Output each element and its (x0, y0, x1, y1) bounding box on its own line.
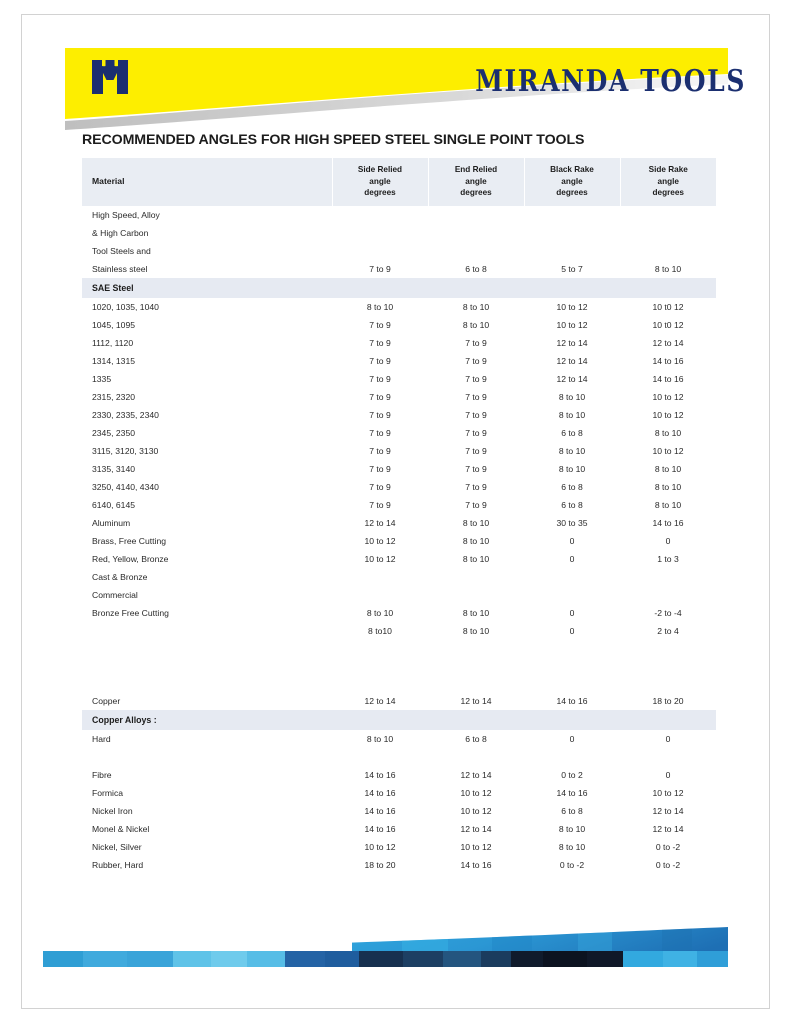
material-cell: 3250, 4140, 4340 (92, 481, 159, 492)
side-relief-cell: 7 to 9 (369, 391, 391, 402)
table-row (82, 334, 716, 352)
table-row (82, 640, 716, 666)
column-header-line1: Black Rake (550, 165, 594, 174)
table-row (82, 406, 716, 424)
side-relief-cell: 7 to 9 (369, 463, 391, 474)
side-rake-cell: 14 to 16 (652, 517, 684, 528)
end-relief-cell: 12 to 14 (460, 823, 492, 834)
material-cell: Fibre (92, 769, 112, 780)
column-header-side-relief (332, 158, 428, 206)
end-relief-cell: 7 to 9 (465, 445, 487, 456)
end-relief-cell: 7 to 9 (465, 463, 487, 474)
side-relief-cell (332, 666, 428, 692)
side-relief-cell (332, 748, 428, 766)
material-cell: 2315, 2320 (92, 391, 136, 402)
side-rake-cell: 0 (665, 733, 671, 744)
end-relief-cell: 7 to 9 (465, 355, 487, 366)
section-label: SAE Steel (82, 278, 332, 298)
table-row (82, 496, 716, 514)
material-cell: 3135, 3140 (92, 463, 136, 474)
material-cell: Brass, Free Cutting (92, 535, 167, 546)
black-rake-cell: 0 (569, 607, 575, 618)
table-row (82, 550, 716, 568)
material-cell: Stainless steel (92, 263, 148, 274)
table-header (82, 158, 716, 206)
end-relief-cell: 14 to 16 (460, 859, 492, 870)
black-rake-cell: 8 to 10 (558, 841, 586, 852)
black-rake-cell: 0 to -2 (559, 859, 585, 870)
table-row (82, 802, 716, 820)
side-rake-cell (620, 278, 716, 298)
column-header-line1: End Relied (454, 165, 498, 174)
side-relief-cell: 14 to 16 (364, 805, 396, 816)
footer-swoosh-shape (22, 921, 770, 973)
material-cell: Nickel, Silver (92, 841, 142, 852)
end-relief-cell (428, 242, 524, 260)
black-rake-cell (524, 568, 620, 586)
end-relief-cell: 8 to 10 (462, 535, 490, 546)
page-number: 13 (735, 955, 748, 967)
side-relief-cell (332, 586, 428, 604)
table-row (82, 532, 716, 550)
side-relief-cell: 7 to 9 (369, 445, 391, 456)
black-rake-cell: 6 to 8 (561, 805, 583, 816)
end-relief-cell: 8 to 10 (462, 517, 490, 528)
side-rake-cell (620, 710, 716, 730)
end-relief-cell: 7 to 9 (465, 427, 487, 438)
table-row (82, 298, 716, 316)
material-cell: 1335 (92, 373, 112, 384)
document-page (21, 14, 770, 1009)
column-header-line2: angle (657, 176, 679, 186)
black-rake-cell: 0 to 2 (561, 769, 583, 780)
table-row (82, 388, 716, 406)
side-relief-cell: 10 to 12 (364, 553, 396, 564)
header-banner (22, 48, 770, 130)
end-relief-cell: 7 to 9 (465, 373, 487, 384)
black-rake-cell (524, 640, 620, 666)
black-rake-cell: 8 to 10 (558, 445, 586, 456)
black-rake-cell: 5 to 7 (561, 263, 583, 274)
table-row (82, 748, 716, 766)
side-rake-cell (620, 224, 716, 242)
material-cell: Hard (92, 733, 111, 744)
side-rake-cell (620, 640, 716, 666)
table-row (82, 442, 716, 460)
end-relief-cell (428, 748, 524, 766)
end-relief-cell: 8 to 10 (462, 301, 490, 312)
end-relief-cell: 8 to 10 (462, 607, 490, 618)
side-rake-cell (620, 206, 716, 224)
table-row (82, 838, 716, 856)
material-cell: 3115, 3120, 3130 (92, 445, 159, 456)
black-rake-cell (524, 710, 620, 730)
side-rake-cell: 8 to 10 (654, 427, 682, 438)
material-cell: Monel & Nickel (92, 823, 150, 834)
angles-table-container (82, 158, 716, 874)
end-relief-cell (428, 278, 524, 298)
black-rake-cell: 14 to 16 (556, 787, 588, 798)
black-rake-cell: 8 to 10 (558, 463, 586, 474)
side-relief-cell: 7 to 9 (369, 427, 391, 438)
black-rake-cell: 6 to 8 (561, 427, 583, 438)
end-relief-cell: 10 to 12 (460, 841, 492, 852)
end-relief-cell: 8 to 10 (462, 553, 490, 564)
side-relief-cell: 8 to 10 (366, 301, 394, 312)
black-rake-cell: 10 to 12 (556, 319, 588, 330)
material-cell: Nickel Iron (92, 805, 133, 816)
recommended-angles-table (82, 158, 716, 874)
side-rake-cell: 10 t0 12 (652, 319, 684, 330)
side-relief-cell: 8 to 10 (366, 733, 394, 744)
material-cell: Formica (92, 787, 124, 798)
table-row (82, 352, 716, 370)
table-row (82, 604, 716, 622)
side-relief-cell: 8 to 10 (366, 607, 394, 618)
end-relief-cell (428, 640, 524, 666)
table-row (82, 424, 716, 442)
side-relief-cell: 7 to 9 (369, 263, 391, 274)
material-cell (82, 666, 332, 692)
end-relief-cell: 7 to 9 (465, 499, 487, 510)
side-rake-cell: 2 to 4 (657, 625, 679, 636)
side-rake-cell: 8 to 10 (654, 481, 682, 492)
side-rake-cell: 0 (665, 769, 671, 780)
end-relief-cell: 12 to 14 (460, 769, 492, 780)
side-rake-cell (620, 568, 716, 586)
miranda-m-logo-icon (89, 56, 131, 98)
column-header-black-rake (524, 158, 620, 206)
black-rake-cell: 0 (569, 733, 575, 744)
side-rake-cell: 8 to 10 (654, 263, 682, 274)
material-cell: High Speed, Alloy (92, 209, 160, 220)
table-row (82, 460, 716, 478)
black-rake-cell: 10 to 12 (556, 301, 588, 312)
side-rake-cell (620, 666, 716, 692)
material-cell: & High Carbon (92, 227, 149, 238)
black-rake-cell: 8 to 10 (558, 823, 586, 834)
end-relief-cell (428, 710, 524, 730)
side-rake-cell: 0 (665, 535, 671, 546)
side-relief-cell: 7 to 9 (369, 409, 391, 420)
side-relief-cell: 10 to 12 (364, 841, 396, 852)
side-rake-cell (620, 586, 716, 604)
material-cell: 6140, 6145 (92, 499, 136, 510)
material-cell (82, 748, 332, 766)
side-relief-cell: 7 to 9 (369, 373, 391, 384)
black-rake-cell (524, 666, 620, 692)
black-rake-cell: 8 to 10 (558, 409, 586, 420)
black-rake-cell: 12 to 14 (556, 355, 588, 366)
footer-graphic (22, 921, 770, 973)
side-relief-cell: 7 to 9 (369, 481, 391, 492)
black-rake-cell: 12 to 14 (556, 337, 588, 348)
material-cell (82, 640, 332, 666)
side-relief-cell (332, 242, 428, 260)
table-row (82, 478, 716, 496)
black-rake-cell (524, 224, 620, 242)
material-cell: 1314, 1315 (92, 355, 136, 366)
table-row (82, 730, 716, 748)
material-cell: 2345, 2350 (92, 427, 136, 438)
material-cell: 1045, 1095 (92, 319, 136, 330)
black-rake-cell (524, 206, 620, 224)
black-rake-cell (524, 748, 620, 766)
section-label: Copper Alloys : (82, 710, 332, 730)
column-header-line3: degrees (364, 188, 396, 198)
side-rake-cell: 10 to 12 (652, 409, 684, 420)
end-relief-cell (428, 568, 524, 586)
material-cell: 2330, 2335, 2340 (92, 409, 159, 420)
black-rake-cell: 14 to 16 (556, 695, 588, 706)
material-cell: Rubber, Hard (92, 859, 144, 870)
table-row (82, 206, 716, 224)
column-header-material: Material (82, 158, 332, 206)
black-rake-cell: 6 to 8 (561, 481, 583, 492)
material-cell: Tool Steels and (92, 245, 151, 256)
black-rake-cell: 0 (569, 625, 575, 636)
column-header-line2: angle (369, 176, 391, 186)
side-rake-cell (620, 242, 716, 260)
column-header-line2: angle (465, 176, 487, 186)
side-relief-cell (332, 206, 428, 224)
table-section-row (82, 710, 716, 730)
side-relief-cell (332, 568, 428, 586)
black-rake-cell (524, 278, 620, 298)
end-relief-cell: 8 to 10 (462, 625, 490, 636)
material-cell: Red, Yellow, Bronze (92, 553, 169, 564)
table-row (82, 622, 716, 640)
column-header-line3: degrees (556, 188, 588, 198)
table-row (82, 820, 716, 838)
material-cell: Bronze Free Cutting (92, 607, 169, 618)
end-relief-cell (428, 224, 524, 242)
material-cell: Cast & Bronze (92, 571, 148, 582)
page-title: RECOMMENDED ANGLES FOR HIGH SPEED STEEL SINGLE POINT TOOLS (82, 132, 585, 148)
table-header-row (82, 158, 716, 206)
material-cell: Commercial (92, 589, 138, 600)
side-rake-cell: 10 to 12 (652, 391, 684, 402)
column-header-line2: angle (561, 176, 583, 186)
column-header-end-relief (428, 158, 524, 206)
black-rake-cell: 12 to 14 (556, 373, 588, 384)
table-row (82, 224, 716, 242)
table-row (82, 316, 716, 334)
column-header-line3: degrees (460, 188, 492, 198)
side-rake-cell: 10 t0 12 (652, 301, 684, 312)
black-rake-cell (524, 242, 620, 260)
side-relief-cell: 12 to 14 (364, 517, 396, 528)
end-relief-cell: 7 to 9 (465, 409, 487, 420)
material-cell: 1112, 1120 (92, 337, 134, 348)
table-row (82, 766, 716, 784)
end-relief-cell: 10 to 12 (460, 805, 492, 816)
side-rake-cell: 0 to -2 (655, 859, 681, 870)
side-rake-cell: 1 to 3 (657, 553, 679, 564)
side-rake-cell: 14 to 16 (652, 355, 684, 366)
side-relief-cell (332, 224, 428, 242)
end-relief-cell: 6 to 8 (465, 263, 487, 274)
side-relief-cell (332, 278, 428, 298)
side-rake-cell: 12 to 14 (652, 337, 684, 348)
end-relief-cell: 10 to 12 (460, 787, 492, 798)
table-row (82, 568, 716, 586)
column-header-line1: Side Rake (648, 165, 688, 174)
table-row (82, 242, 716, 260)
black-rake-cell: 6 to 8 (561, 499, 583, 510)
end-relief-cell (428, 206, 524, 224)
side-rake-cell: 8 to 10 (654, 463, 682, 474)
side-rake-cell: 18 to 20 (652, 695, 684, 706)
black-rake-cell: 0 (569, 535, 575, 546)
table-row (82, 784, 716, 802)
end-relief-cell: 8 to 10 (462, 319, 490, 330)
end-relief-cell: 6 to 8 (465, 733, 487, 744)
table-row (82, 514, 716, 532)
side-rake-cell: 10 to 12 (652, 787, 684, 798)
side-rake-cell: 8 to 10 (654, 499, 682, 510)
black-rake-cell: 30 to 35 (556, 517, 588, 528)
black-rake-cell: 0 (569, 553, 575, 564)
side-rake-cell: 14 to 16 (652, 373, 684, 384)
black-rake-cell (524, 586, 620, 604)
side-relief-cell: 7 to 9 (369, 337, 391, 348)
side-rake-cell (620, 748, 716, 766)
table-body (82, 206, 716, 874)
column-header-line1: Side Relied (357, 165, 403, 174)
side-relief-cell: 10 to 12 (364, 535, 396, 546)
brand-wordmark: MIRANDA TOOLS (475, 64, 746, 99)
side-relief-cell: 7 to 9 (369, 319, 391, 330)
end-relief-cell: 7 to 9 (465, 391, 487, 402)
table-row (82, 692, 716, 710)
side-relief-cell: 12 to 14 (364, 695, 396, 706)
material-cell: 1020, 1035, 1040 (92, 301, 159, 312)
side-relief-cell: 14 to 16 (364, 823, 396, 834)
side-rake-cell: 12 to 14 (652, 805, 684, 816)
end-relief-cell: 12 to 14 (460, 695, 492, 706)
side-relief-cell: 14 to 16 (364, 769, 396, 780)
table-row (82, 260, 716, 278)
side-relief-cell: 7 to 9 (369, 499, 391, 510)
end-relief-cell: 7 to 9 (465, 337, 487, 348)
side-relief-cell: 14 to 16 (364, 787, 396, 798)
side-rake-cell: -2 to -4 (654, 607, 682, 618)
side-rake-cell: 0 to -2 (655, 841, 681, 852)
side-rake-cell: 10 to 12 (652, 445, 684, 456)
side-relief-cell (332, 710, 428, 730)
table-row (82, 586, 716, 604)
material-cell (82, 622, 332, 640)
side-relief-cell: 8 to10 (368, 625, 392, 636)
material-cell: Aluminum (92, 517, 131, 528)
column-header-line3: degrees (652, 188, 684, 198)
side-relief-cell (332, 640, 428, 666)
table-row (82, 856, 716, 874)
end-relief-cell: 7 to 9 (465, 481, 487, 492)
end-relief-cell (428, 586, 524, 604)
table-section-row (82, 278, 716, 298)
black-rake-cell: 8 to 10 (558, 391, 586, 402)
table-row (82, 370, 716, 388)
column-header-side-rake (620, 158, 716, 206)
side-relief-cell: 18 to 20 (364, 859, 396, 870)
side-relief-cell: 7 to 9 (369, 355, 391, 366)
table-row (82, 666, 716, 692)
material-cell: Copper (92, 695, 121, 706)
side-rake-cell: 12 to 14 (652, 823, 684, 834)
end-relief-cell (428, 666, 524, 692)
